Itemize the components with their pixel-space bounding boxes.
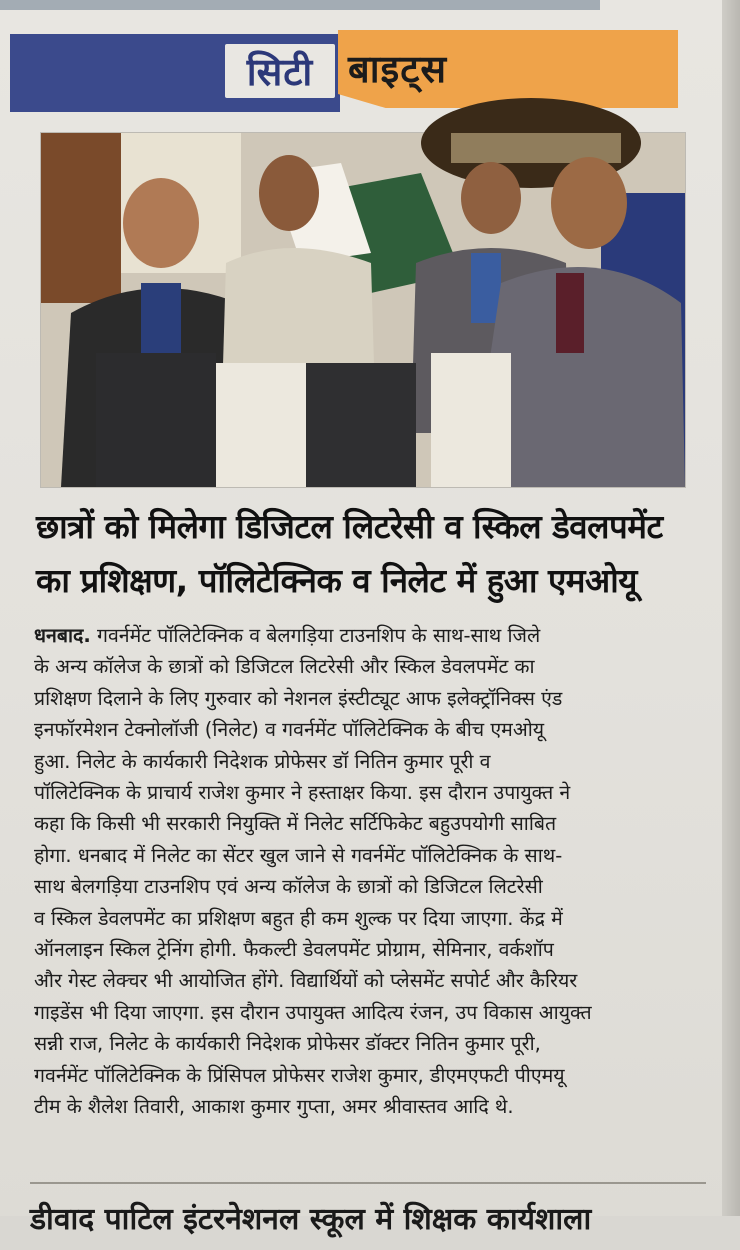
body-line: पॉलिटेक्निक के प्राचार्य राजेश कुमार ने हस्ताक्षर किया. इस दौरान उपायुक्त ने	[34, 781, 571, 805]
body-line: टीम के शैलेश तिवारी, आकाश कुमार गुप्ता, अमर श्रीवास्तव आदि थे.	[34, 1095, 514, 1119]
body-line: गाइडेंस भी दिया जाएगा. इस दौरान उपायुक्त आदित्य रंजन, उप विकास आयुक्त	[34, 1000, 592, 1024]
next-story-headline: डीवाद पाटिल इंटरनेशनल स्कूल में शिक्षक कार्यशाला	[30, 1202, 592, 1237]
body-line: व स्किल डेवलपमेंट का प्रशिक्षण बहुत ही कम शुल्क पर दिया जाएगा. केंद्र में	[34, 906, 563, 930]
section-label-city: सिटी	[225, 44, 335, 98]
page-fold-edge	[722, 0, 740, 1216]
body-line	[34, 620, 704, 651]
body-line: गवर्नमेंट पॉलिटेक्निक के प्रिंसिपल प्रोफेसर राजेश कुमार, डीएमएफटी पीएमयू	[34, 1063, 565, 1087]
news-photo	[40, 132, 686, 488]
body-line: होगा. धनबाद में निलेट का सेंटर खुल जाने से गवर्नमेंट पॉलिटेक्निक के साथ-	[34, 843, 563, 867]
body-line-text: गवर्नमेंट पॉलिटेक्निक व बेलगड़िया टाउनशिप के साथ-साथ जिले	[96, 624, 541, 647]
headline-line-1: छात्रों को मिलेगा डिजिटल लिटरेसी व स्किल डेवलपमेंट	[36, 507, 663, 546]
photo-icon	[41, 133, 685, 487]
body-line: प्रशिक्षण दिलाने के लिए गुरुवार को नेशनल इंस्टीट्यूट आफ इलेक्ट्रॉनिक्स एंड	[34, 686, 563, 710]
article-body	[34, 620, 704, 1123]
body-line: साथ बेलगड़िया टाउनशिप एवं अन्य कॉलेज के छात्रों को डिजिटल लिटरेसी	[34, 875, 543, 899]
dateline: धनबाद.	[34, 624, 91, 647]
body-line: ऑनलाइन स्किल ट्रेनिंग होगी. फैकल्टी डेवलपमेंट प्रोग्राम, सेमिनार, वर्कशॉप	[34, 938, 554, 962]
body-line: इनफॉरमेशन टेक्नोलॉजी (निलेट) व गवर्नमेंट पॉलिटेक्निक के बीच एमओयू	[34, 718, 545, 742]
body-line: सन्नी राज, निलेट के कार्यकारी निदेशक प्रोफेसर डॉक्टर नितिन कुमार पूरी,	[34, 1032, 541, 1056]
section-label-bytes: बाइट्स	[348, 47, 448, 91]
story-divider	[30, 1182, 706, 1184]
body-line: के अन्य कॉलेज के छात्रों को डिजिटल लिटरेसी और स्किल डेवलपमेंट का	[34, 655, 535, 679]
previous-section-strip	[0, 0, 600, 10]
body-line: और गेस्ट लेक्चर भी आयोजित होंगे. विद्यार्थियों को प्लेसमेंट सपोर्ट और कैरियर	[34, 969, 578, 993]
body-line: हुआ. निलेट के कार्यकारी निदेशक प्रोफेसर डॉ नितिन कुमार पूरी व	[34, 749, 491, 773]
body-line: कहा कि किसी भी सरकारी नियुक्ति में निलेट सर्टिफिकेट बहुउपयोगी साबित	[34, 812, 557, 836]
article-headline	[36, 500, 702, 608]
headline-line-2: का प्रशिक्षण, पॉलिटेक्निक व निलेट में हुआ एमओयू	[36, 561, 637, 600]
